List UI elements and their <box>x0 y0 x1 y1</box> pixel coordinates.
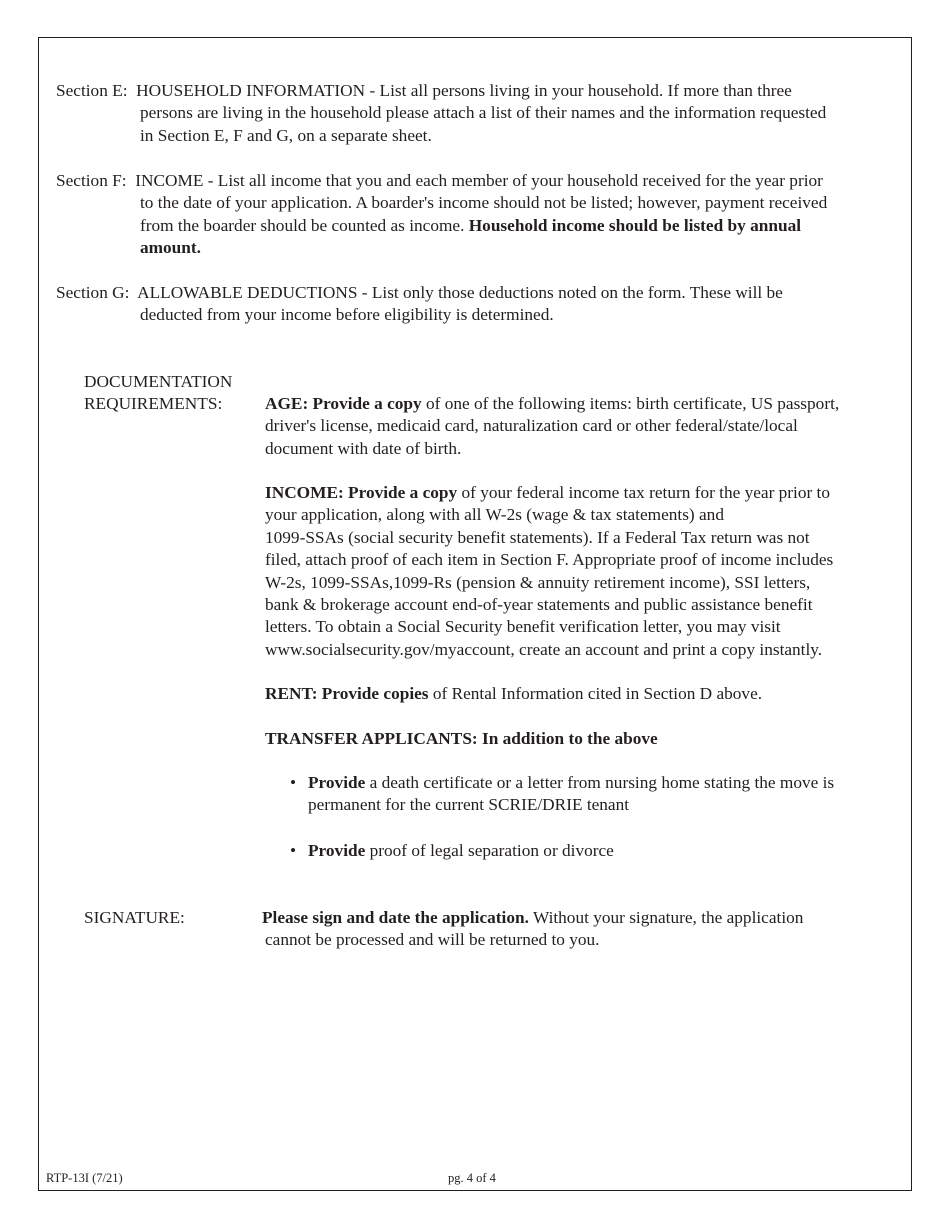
transfer-bullet-2: • Provide proof of legal separation or divorce <box>290 840 890 862</box>
section-g-heading: ALLOWABLE DEDUCTIONS <box>137 283 358 302</box>
section-f-label: Section F: <box>56 171 127 190</box>
rent-requirement: RENT: Provide copies of Rental Information cited in Section D above. <box>265 684 763 703</box>
section-g: Section G: ALLOWABLE DEDUCTIONS - List only those deductions noted on the form. These will be deducted from your income before eligibility is determined. <box>56 283 783 325</box>
signature-label: SIGNATURE: <box>84 908 185 927</box>
documentation-label-line2: REQUIREMENTS: <box>84 394 223 413</box>
section-g-label: Section G: <box>56 283 130 302</box>
section-e-heading: HOUSEHOLD INFORMATION <box>136 81 366 100</box>
household-income-note: Household income should be listed by annual <box>468 215 802 235</box>
section-e: Section E: HOUSEHOLD INFORMATION - List all persons living in your household. If more than three persons are living in the household please attach a list of their names and the information requested in Section E, F and G, on a separate sheet. <box>56 81 827 145</box>
page-number: pg. 4 of 4 <box>448 1171 496 1185</box>
form-id: RTP-13I (7/21) <box>46 1171 123 1185</box>
income-requirement: INCOME: Provide a copy of your federal income tax return for the year prior to your application, along with all W-2s (wage & tax statements) and 1099-SSAs (social security benefit statements). If a Federal Tax return was not filed, attach proof of each item in Section F. Appropriate proof of income includes W-2s, 1099-SSAs,1099-Rs (pension & annuity retirement income), SSI letters, bank & brokerage account end-of-year statements and public assistance benefit letters. To obtain a Social Security benefit verification letter, you may visit www.socialsecurity.gov/myaccount, create an account and print a copy instantly. <box>265 482 895 661</box>
signature-instructions: Please sign and date the application. Without your signature, the application cannot be processed and will be returned to you. <box>262 908 804 950</box>
transfer-applicants-heading: TRANSFER APPLICANTS: In addition to the above <box>265 729 658 748</box>
section-f-heading: INCOME <box>135 171 204 190</box>
bullet-icon: • <box>290 773 297 792</box>
transfer-bullet-1: • Provide a death certificate or a letter from nursing home stating the move is permanent for the current SCRIE/DRIE tenant <box>290 773 835 815</box>
section-e-label: Section E: <box>56 81 128 100</box>
documentation-label-line1: DOCUMENTATION <box>84 372 233 391</box>
ssa-url-text: www.socialsecurity.gov/myaccount, create an account and print a copy instantly. <box>265 639 823 659</box>
age-requirement: AGE: Provide a copy of one of the following items: birth certificate, US passport, driver's license, medicaid card, naturalization card or other federal/state/local document with date of birth. <box>265 394 840 458</box>
bullet-icon: • <box>290 841 297 860</box>
section-f: Section F: INCOME - List all income that you and each member of your household received for the year prior to the date of your application. A boarder's income should not be listed; however, payment received from the boarder should be counted as income. Household income should be listed by annual amount. <box>56 171 828 258</box>
